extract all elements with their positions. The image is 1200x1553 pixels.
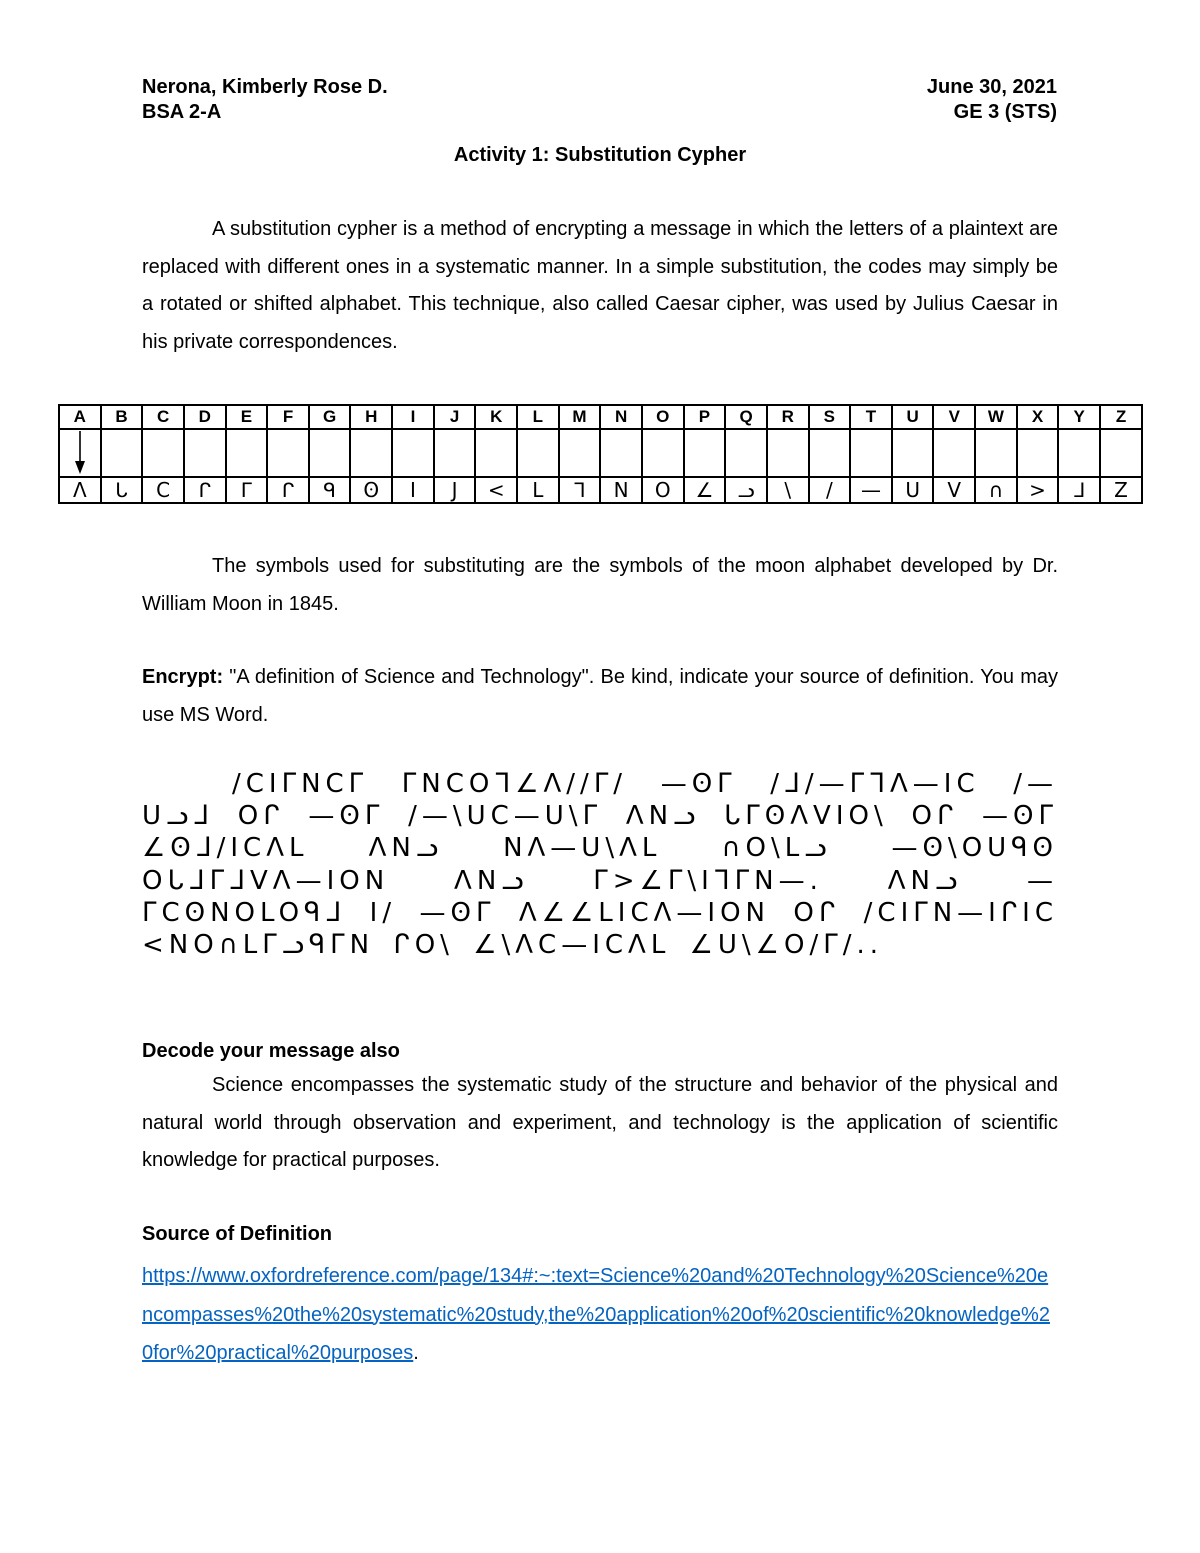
- student-section: BSA 2-A: [142, 101, 222, 123]
- moon-symbol-cell: ʘ: [350, 477, 392, 503]
- moon-symbol-cell: ᒋ: [184, 477, 226, 503]
- moon-symbol-cell: O: [642, 477, 684, 503]
- plain-letter-cell: A: [59, 405, 101, 429]
- plain-letter-cell: X: [1017, 405, 1059, 429]
- plain-letter-cell: J: [434, 405, 476, 429]
- moon-symbol-cell: C: [142, 477, 184, 503]
- student-name: Nerona, Kimberly Rose D.: [142, 76, 388, 98]
- blank-cell: [725, 429, 767, 477]
- plain-letter-cell: S: [809, 405, 851, 429]
- blank-cell: [392, 429, 434, 477]
- blank-cell: [517, 429, 559, 477]
- encrypt-label: Encrypt:: [142, 666, 224, 688]
- intro-paragraph: A substitution cypher is a method of encrypting a message in which the letters of a plaintext are replaced with different ones in a systematic manner. In a simple substitution, the codes may simply be a rotated or shifted alphabet. This technique, also called Caesar cipher, was used by Julius Caesar in his private correspondences.: [142, 218, 1058, 353]
- plain-letter-cell: Z: [1100, 405, 1142, 429]
- source-heading: Source of Definition: [142, 1223, 332, 1245]
- blank-cell: [101, 429, 143, 477]
- decoded-message: Science encompasses the systematic study of the structure and behavior of the physical and natural world through observation and experiment, and technology is the application of scientific knowledge for practical purposes.: [142, 1074, 1058, 1171]
- plain-letter-cell: P: [684, 405, 726, 429]
- plain-letter-cell: Q: [725, 405, 767, 429]
- blank-cell: [267, 429, 309, 477]
- moon-symbol-cell: ᒐ: [101, 477, 143, 503]
- blank-cell: [684, 429, 726, 477]
- document-date: June 30, 2021: [926, 76, 1057, 98]
- plain-letter-cell: M: [559, 405, 601, 429]
- encrypted-message: /CIᒥNCᒥ ᒥNCOᒣ∠Λ//ᒥ/ —ʘᒥ /ᒧ/—ᒥᒣΛ—IC /—Uᓗᒧ Oᒋ —ʘᒥ /—\UC—U\ᒥ ΛNᓗ ᒐᒥʘΛVIO\ Oᒋ —ʘᒥ ∠ʘᒧ/ICΛL ΛNᓗ NΛ—U\ΛL ∩O\Lᓗ —ʘ\OUᑫʘ OᒐᒧᒥᒧVΛ—ION ΛNᓗ ᒥ>∠ᒥ\IᒣᒥN—. ΛNᓗ —ᒥCʘNOLOᑫᒧ I/ —ʘᒥ Λ∠∠LICΛ—ION Oᒋ /CIᒥN—IᒋIC <NO∩LᒥᓗᑫᒥN ᒋO\ ∠\ΛC—ICΛL ∠U\∠O/ᒥ/..: [142, 769, 1058, 961]
- plain-letter-cell: N: [600, 405, 642, 429]
- plain-letter-cell: L: [517, 405, 559, 429]
- moon-symbol-cell: Z: [1100, 477, 1142, 503]
- blank-cell: [226, 429, 268, 477]
- symbols-note: The symbols used for substituting are the symbols of the moon alphabet developed by Dr. William Moon in 1845.: [142, 555, 1058, 615]
- plain-letter-cell: T: [850, 405, 892, 429]
- plain-letter-cell: F: [267, 405, 309, 429]
- plain-letter-cell: K: [475, 405, 517, 429]
- blank-cell: [892, 429, 934, 477]
- moon-symbol-cell: Λ: [59, 477, 101, 503]
- plain-letter-cell: V: [933, 405, 975, 429]
- moon-symbol-cell: <: [475, 477, 517, 503]
- source-citation: [142, 1257, 1058, 1373]
- decode-heading: Decode your message also: [142, 1040, 400, 1062]
- moon-symbol-cell: V: [933, 477, 975, 503]
- plain-letter-cell: C: [142, 405, 184, 429]
- page-title: Activity 1: Substitution Cypher: [453, 144, 747, 166]
- plain-letter-cell: Y: [1058, 405, 1100, 429]
- moon-symbol-cell: I: [392, 477, 434, 503]
- blank-cell: [933, 429, 975, 477]
- encrypt-text: "A definition of Science and Technology". Be kind, indicate your source of definition. You may use MS Word.: [142, 666, 1058, 726]
- moon-symbol-cell: ᒋ: [267, 477, 309, 503]
- blank-cell: [350, 429, 392, 477]
- moon-symbol-cell: ᒥ: [226, 477, 268, 503]
- moon-symbol-cell: /: [809, 477, 851, 503]
- plain-letter-cell: E: [226, 405, 268, 429]
- blank-cell: [975, 429, 1017, 477]
- arrow-row: [59, 429, 1142, 477]
- plain-letter-cell: I: [392, 405, 434, 429]
- blank-cell: [184, 429, 226, 477]
- moon-symbol-cell: ᒣ: [559, 477, 601, 503]
- moon-symbol-cell: —: [850, 477, 892, 503]
- moon-symbol-cell: ∩: [975, 477, 1017, 503]
- blank-cell: [767, 429, 809, 477]
- source-trailing-period: .: [413, 1342, 419, 1364]
- plain-letter-cell: W: [975, 405, 1017, 429]
- moon-symbol-cell: ∠: [684, 477, 726, 503]
- moon-symbol-cell: ᒧ: [1058, 477, 1100, 503]
- moon-symbol-cell: >: [1017, 477, 1059, 503]
- moon-symbol-cell: L: [517, 477, 559, 503]
- blank-cell: [850, 429, 892, 477]
- blank-cell: [475, 429, 517, 477]
- blank-cell: [142, 429, 184, 477]
- moon-symbol-cell: \: [767, 477, 809, 503]
- blank-cell: [434, 429, 476, 477]
- plain-letter-cell: G: [309, 405, 351, 429]
- down-arrow-icon: [74, 431, 86, 475]
- moon-symbol-cell: ᑫ: [309, 477, 351, 503]
- encrypt-instruction: [142, 659, 1058, 734]
- blank-cell: [600, 429, 642, 477]
- blank-cell: [1100, 429, 1142, 477]
- blank-cell: [642, 429, 684, 477]
- down-arrow-cell: [59, 429, 101, 477]
- moon-symbol-cell: U: [892, 477, 934, 503]
- blank-cell: [809, 429, 851, 477]
- plain-letter-cell: R: [767, 405, 809, 429]
- source-link[interactable]: https://www.oxfordreference.com/page/134#:~:text=Science%20and%20Technology%20Science%20encompasses%20the%20systematic%20study,the%20application%20of%20scientific%20knowledge%20for%20practical%20purposes: [142, 1265, 1050, 1364]
- moon-symbol-cell: ᓗ: [725, 477, 767, 503]
- blank-cell: [559, 429, 601, 477]
- plain-letter-cell: O: [642, 405, 684, 429]
- plain-letter-cell: H: [350, 405, 392, 429]
- plain-letter-row: [59, 405, 1142, 429]
- plain-letter-cell: D: [184, 405, 226, 429]
- blank-cell: [309, 429, 351, 477]
- blank-cell: [1058, 429, 1100, 477]
- plain-letter-cell: B: [101, 405, 143, 429]
- moon-symbol-cell: N: [600, 477, 642, 503]
- blank-cell: [1017, 429, 1059, 477]
- cipher-table: [58, 404, 1143, 504]
- course-code: GE 3 (STS): [953, 101, 1057, 123]
- moon-symbol-cell: J: [434, 477, 476, 503]
- plain-letter-cell: U: [892, 405, 934, 429]
- moon-symbol-row: [59, 477, 1142, 503]
